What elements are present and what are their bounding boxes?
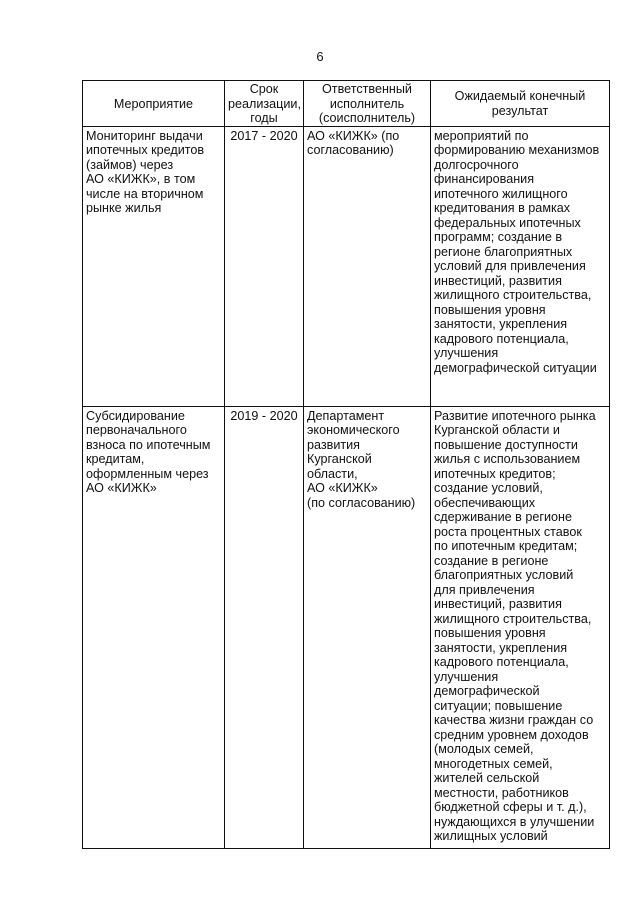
- result-text: мероприятий по формированию механизмов долгосрочного финансирования ипотечного жилищного кредитования в рамках федеральных ипотечных программ; создание в регионе благоприятных условий для привлечения инвестиций, развития жилищного строительства, повышения уровня занятости, укрепления кадрового потенциала, улучшения демографической ситуации: [434, 128, 600, 375]
- table-row: [83, 406, 610, 848]
- header-executor-text: Ответственный исполнитель (соисполнитель): [318, 82, 416, 125]
- cell-executor: [304, 406, 431, 848]
- activity-text: Мониторинг выдачи ипотечных кредитов (займов) через АО «КИЖК», в том числе на вторичном рынке жилья: [86, 128, 205, 215]
- header-result-text: Ожидаемый конечный результат: [454, 89, 586, 118]
- header-period-text: Срок реализации, годы: [228, 82, 301, 125]
- header-activity-text: Мероприятие: [113, 96, 194, 111]
- activity-text: Субсидирование первоначального взноса по ипотечным кредитам, оформленным через АО «КИЖК»: [86, 408, 211, 495]
- executor-text: АО «КИЖК» (по согласованию): [307, 128, 400, 157]
- cell-executor: [304, 126, 431, 406]
- header-period: [225, 81, 304, 127]
- table-header-row: [83, 81, 610, 127]
- header-executor: [304, 81, 431, 127]
- header-activity: [83, 81, 225, 127]
- period-text: 2017 - 2020: [230, 128, 298, 143]
- cell-activity: [83, 126, 225, 406]
- table-row: [83, 126, 610, 406]
- cell-activity: [83, 406, 225, 848]
- cell-result: [431, 126, 610, 406]
- period-text: 2019 - 2020: [230, 408, 298, 423]
- cell-result: [431, 406, 610, 848]
- measures-table: [82, 80, 610, 849]
- result-text: Развитие ипотечного рынка Курганской области и повышение доступности жилья с использованием ипотечных кредитов; создание условий, обеспечивающих сдерживание в регионе роста процентных ставок по ипотечным кредитам; создание в регионе благоприятных условий для привлечения инвестиций, развития жилищного строительства, повышения уровня занятости, укрепления кадрового потенциала, улучшения демографической ситуации; повышение качества жизни граждан со средним уровнем доходов (молодых семей, многодетных семей, жителей сельской местности, работников бюджетной сферы и т. д.), нуждающихся в улучшении жилищных условий: [434, 408, 596, 843]
- header-result: [431, 81, 610, 127]
- cell-period: [225, 406, 304, 848]
- page-number: 6: [316, 49, 324, 64]
- cell-period: [225, 126, 304, 406]
- executor-text: Департамент экономического развития Курганской области, АО «КИЖК» (по согласованию): [307, 408, 416, 510]
